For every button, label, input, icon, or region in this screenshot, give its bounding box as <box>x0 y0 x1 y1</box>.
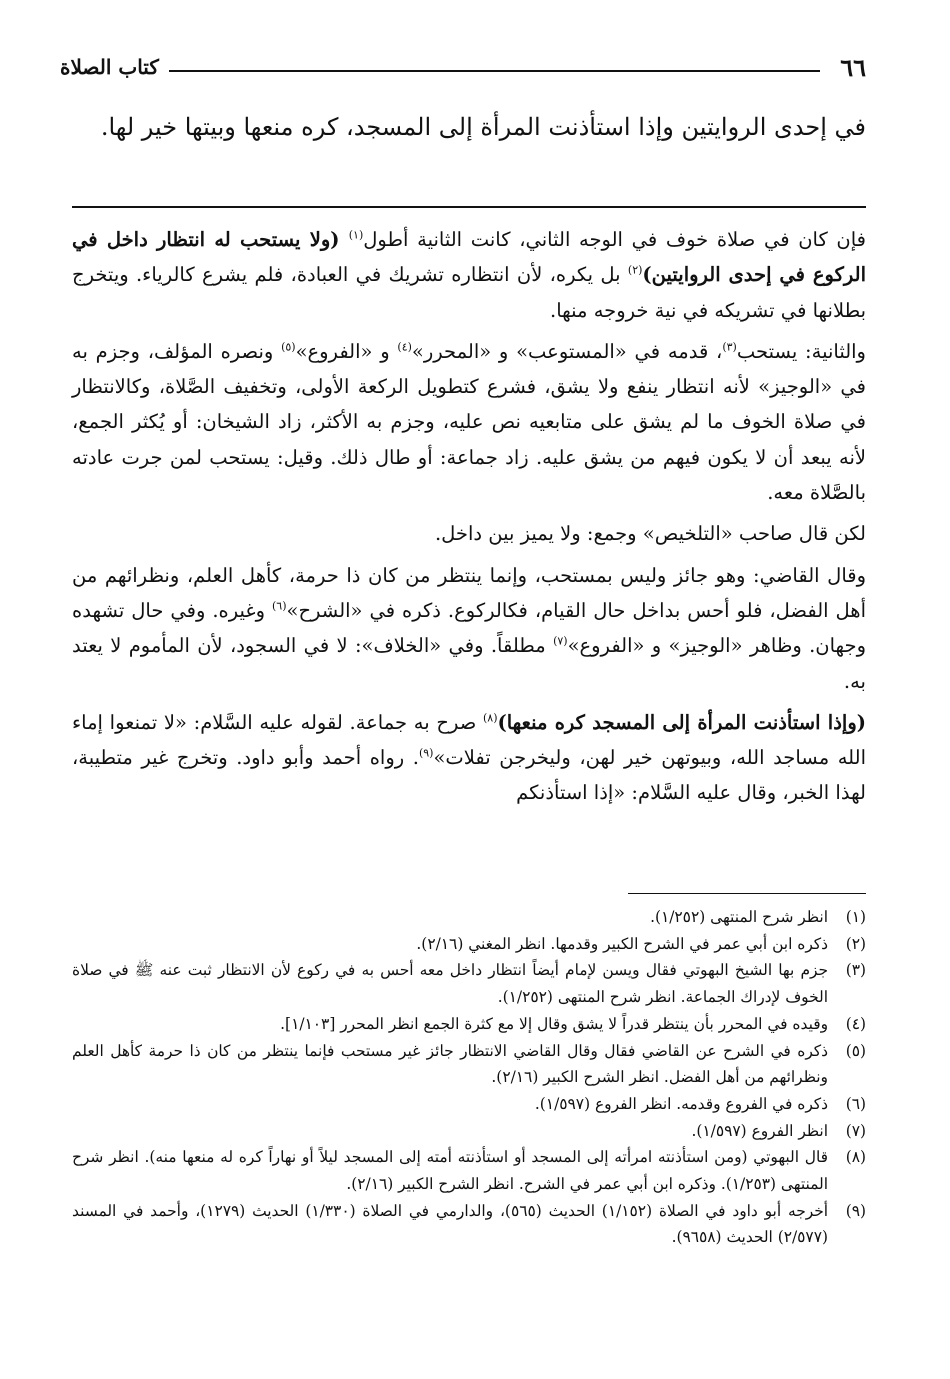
footnote-text: ذكره ابن أبي عمر في الشرح الكبير وقدمها. انظر المغني (٢/١٦). <box>416 934 828 953</box>
paragraph: (وإذا استأذنت المرأة إلى المسجد كره منعها)$^{(٨)}$ صرح به جماعة. لقوله عليه السَّلام: «لا تمنعوا إماء الله مساجد الله، وبيوتهن خير لهن، وليخرجن تفلات»$^{(٩)}$. رواه أحمد وأبو داود. وتخرج غير متطيبة، لهذا الخبر، وقال عليه السَّلام: «إذا استأذنكم <box>72 710 867 805</box>
running-title: كتاب الصلاة <box>60 55 159 79</box>
footnote <box>72 957 866 1010</box>
commentary-body <box>72 222 866 817</box>
footnote <box>72 1144 866 1197</box>
footnote-number: (٧) <box>845 1121 866 1140</box>
footnote <box>72 1011 866 1038</box>
footnote <box>72 1198 866 1251</box>
matn-divider <box>72 206 866 208</box>
footnote <box>72 1091 866 1118</box>
paragraph: فإن كان في صلاة خوف في الوجه الثاني، كانت الثانية أطول$^{(١)}$ (ولا يستحب له انتظار داخل في الركوع في إحدى الروايتين)$^{(٢)}$ بل يكره، لأن انتظاره تشريك في العبادة، فلم يشرع كالرياء. ويتخرج بطلانها في تشريكه في نية خروجه منها. <box>72 228 867 322</box>
footnote-separator <box>628 893 866 894</box>
footnote-text: انظر الفروع (١/٥٩٧). <box>691 1121 828 1140</box>
paragraph: وقال القاضي: وهو جائز وليس بمستحب، وإنما ينتظر من كان ذا حرمة، كأهل العلم، ونظرائهم من أهل الفضل، فلو أحس بداخل حال القيام، فكالركوع. ذكره في «الشرح»$^{(٦)}$ وغيره. وفي حال تشهده وجهان. وظاهر «الوجيز» و «الفروع»$^{(٧)}$ مطلقاً. وفي «الخلاف»: لا في السجود، لأن المأموم لا يعتد به. <box>72 563 867 693</box>
footnote-number: (٢) <box>845 934 866 953</box>
footnote-ref[interactable]: (٣) <box>722 340 737 354</box>
footnote-text: ذكره في الفروع وقدمه. انظر الفروع (١/٥٩٧). <box>534 1094 828 1113</box>
footnote-text: ذكره في الشرح عن القاضي فقال وقال القاضي الانتظار جائز غير مستحب فإنما ينتظر من كان ذا حرمة كأهل العلم ونظرائهم من أهل الفضل. انظر الشرح الكبير (٢/١٦). <box>72 1041 828 1087</box>
footnote-number: (١) <box>845 908 866 926</box>
footnote-number: (٣) <box>845 961 866 980</box>
footnote-ref[interactable]: (٦) <box>272 599 287 613</box>
footnotes <box>72 904 866 1251</box>
footnote <box>72 904 866 931</box>
footnote-ref[interactable]: (٥) <box>281 340 296 354</box>
footnote-number: (٨) <box>845 1148 866 1167</box>
page-header <box>60 52 866 82</box>
matn-text: في إحدى الروايتين وإذا استأذنت المرأة إلى المسجد، كره منعها وبيتها خير لها. <box>100 113 866 141</box>
footnote-text: أخرجه أبو داود في الصلاة (١/١٥٢) الحديث (٥٦٥)، والدارمي في الصلاة (١/٣٣٠) الحديث (١٢٧٩)، وأحمد في المسند (٢/٥٧٧) الحديث (٩٦٥٨). <box>72 1201 828 1247</box>
footnote-number: (٦) <box>845 1094 866 1113</box>
footnote-ref[interactable]: (٨) <box>483 711 498 725</box>
footnote <box>72 931 866 958</box>
footnote-text: انظر شرح المنتهى (١/٢٥٢). <box>650 908 828 926</box>
footnote-ref[interactable]: (٢) <box>627 263 643 277</box>
footnote <box>72 1038 866 1091</box>
page-number: ٦٦ <box>840 52 866 82</box>
footnote-text: وقيده في المحرر بأن ينتظر قدراً لا يشق وقال إلا مع كثرة الجمع انظر المحرر [١/١٠٣]. <box>280 1014 828 1033</box>
footnote-number: (٩) <box>845 1201 866 1220</box>
footnote-text: قال البهوتي (ومن استأذنته امرأته إلى المسجد أو استأذنته أمته إلى المسجد ليلاً أو نهاراً كره له منعها منه). انظر شرح المنتهى (١/٢٥٣). وذكره ابن أبي عمر في الشرح. انظر الشرح الكبير (٢/١٦). <box>72 1148 828 1194</box>
footnote-text: جزم بها الشيخ البهوتي فقال ويسن لإمام أيضاً انتظار داخل معه أحس به في ركوع لأن الانتظار ثبت عنه ﷺ في صلاة الخوف لإدراك الجماعة. انظر شرح المنتهى (١/٢٥٢). <box>72 961 828 1007</box>
footnote-number: (٥) <box>845 1041 866 1060</box>
footnote <box>72 1118 866 1145</box>
footnote-ref[interactable]: (٧) <box>553 634 568 648</box>
paragraph: والثانية: يستحب$^{(٣)}$، قدمه في «المستوعب» و «المحرر»$^{(٤)}$ و «الفروع»$^{(٥)}$ ونصره المؤلف، وجزم به في «الوجيز» لأنه انتظار ينفع ولا يشق، فشرع كتطويل الركعة الأولى، وتخفيف الصَّلاة، وكالانتظار في صلاة الخوف ما لم يشق على متابعيه نص عليه، وجزم به الأكثر، زاد الشيخان: أو يُكثر الجمع، لأنه يبعد أن لا يكون فيهم من يشق عليه. زاد جماعة: أو طال ذلك. وقيل: يستحب لمن جرت عادته بالصَّلاة معه. <box>72 339 866 505</box>
footnote-ref[interactable]: (٤) <box>397 340 412 354</box>
footnote-ref[interactable]: (١) <box>348 228 364 242</box>
paragraph: لكن قال صاحب «التلخيص» وجمع: ولا يميز بين داخل. <box>434 522 866 546</box>
footnote-ref[interactable]: (٩) <box>418 746 434 760</box>
header-rule <box>169 70 820 72</box>
footnote-number: (٤) <box>845 1014 866 1033</box>
